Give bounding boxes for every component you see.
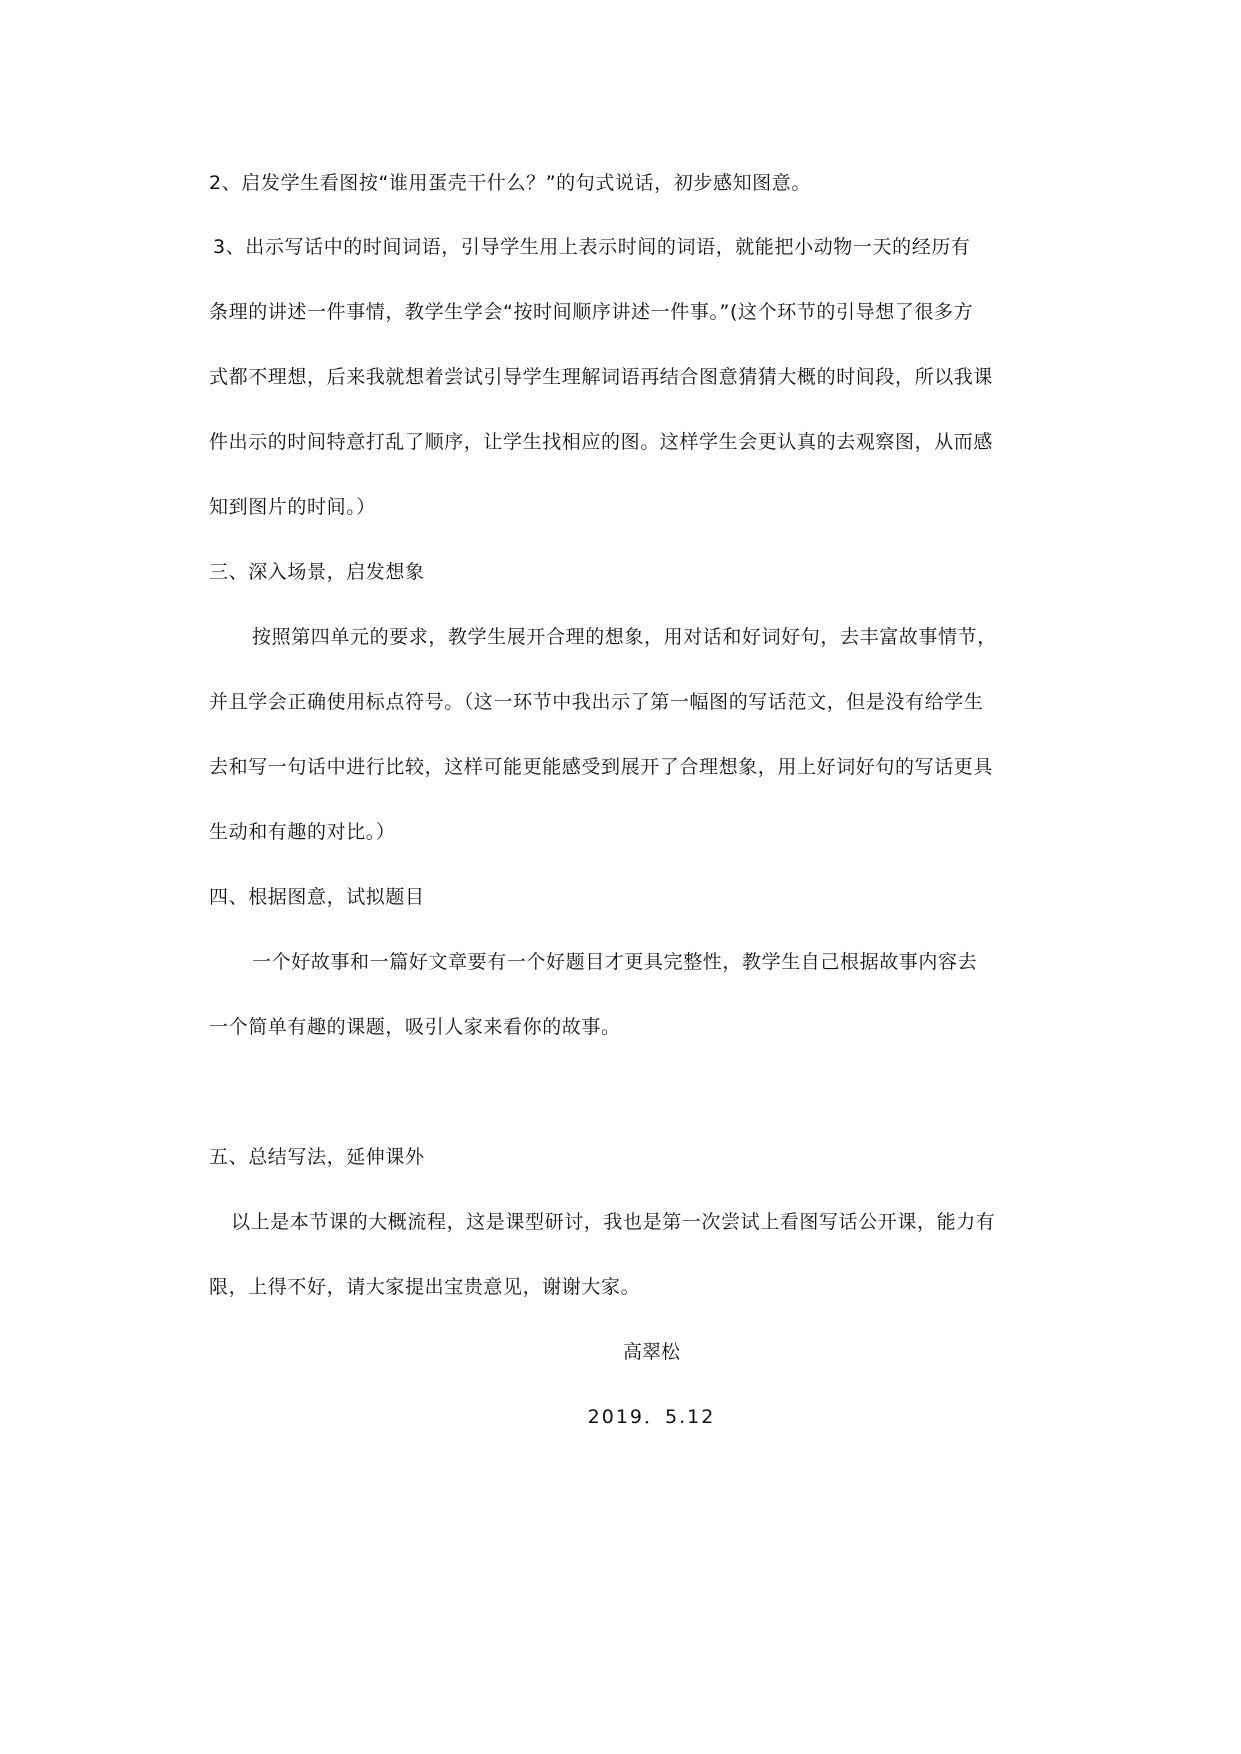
paragraph-line: 去和写一句话中进行比较，这样可能更能感受到展开了合理想象，用上好词好句的写话更具 [209,756,994,778]
section-heading: 五、总结写法，延伸课外 [209,1146,425,1168]
section-heading: 四、根据图意，试拟题目 [209,886,425,908]
paragraph-line: 式都不理想，后来我就想着尝试引导学生理解词语再结合图意猜猜大概的时间段，所以我课 [209,366,994,388]
date: 2019．5.12 [587,1406,716,1428]
paragraph-line: 并且学会正确使用标点符号。（这一环节中我出示了第一幅图的写话范文，但是没有给学生 [209,691,984,713]
paragraph-line: 一个好故事和一篇好文章要有一个好题目才更具完整性，教学生自己根据故事内容去 [252,951,978,973]
paragraph-line: 一个简单有趣的课题，吸引人家来看你的故事。 [209,1016,621,1038]
paragraph-line: 条理的讲述一件事情，教学生学会“按时间顺序讲述一件事。”(这个环节的引导想了很多方 [209,301,974,323]
paragraph-line: 以上是本节课的大概流程，这是课型研讨，我也是第一次尝试上看图写话公开课，能力有 [231,1211,996,1233]
paragraph-line: 生动和有趣的对比。） [209,821,396,843]
author-name: 高翠松 [622,1341,680,1363]
paragraph-line: 限，上得不好，请大家提出宝贵意见，谢谢大家。 [209,1276,641,1298]
paragraph-line: 知到图片的时间。） [209,496,376,518]
paragraph-line: 件出示的时间特意打乱了顺序，让学生找相应的图。这样学生会更认真的去观察图，从而感 [209,431,994,453]
paragraph-line: 3、出示写话中的时间词语，引导学生用上表示时间的词语，就能把小动物一天的经历有 [213,236,971,258]
section-heading: 三、深入场景，启发想象 [209,561,425,583]
paragraph-line: 2、启发学生看图按“谁用蛋壳干什么？”的句式说话，初步感知图意。 [209,172,811,194]
paragraph-line: 按照第四单元的要求，教学生展开合理的想象，用对话和好词好句，去丰富故事情节， [252,626,997,648]
